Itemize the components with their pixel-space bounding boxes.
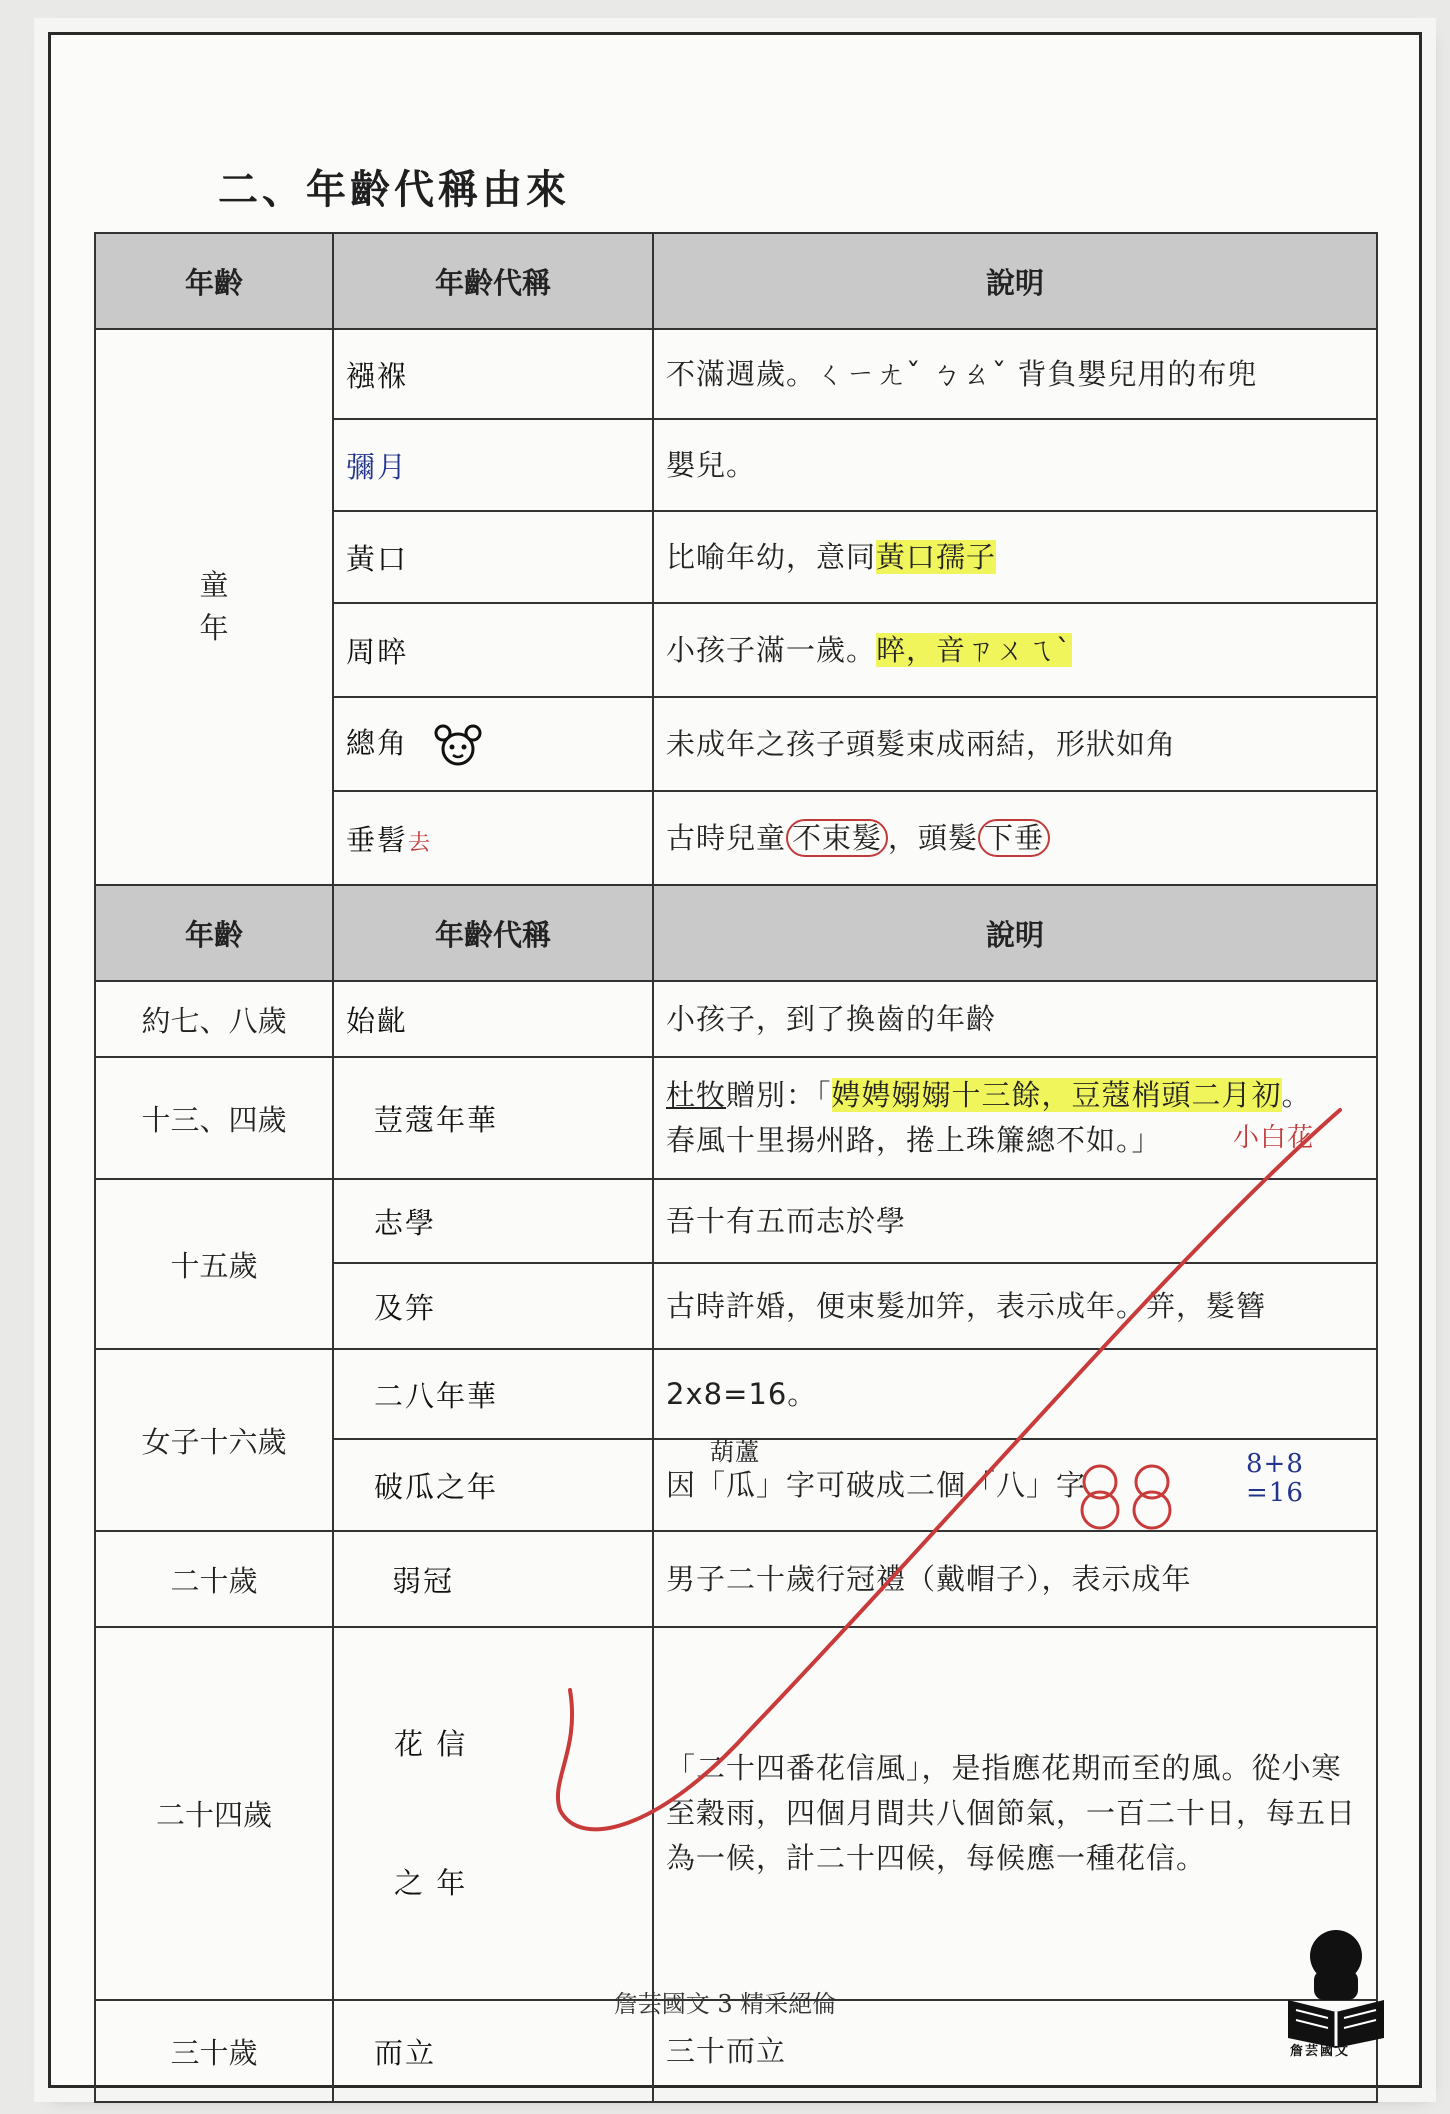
age-cell: 二十四歲 xyxy=(95,1627,333,2000)
table-row xyxy=(95,1531,1377,1627)
term-desc xyxy=(653,791,1377,885)
table-row xyxy=(95,981,1377,1057)
desc-text: 春風十里揚州路，捲上珠簾總不如。」 xyxy=(666,1123,1162,1157)
term-name: 而立 xyxy=(333,2000,653,2102)
term-name: 弱冠 xyxy=(333,1531,653,1627)
handwritten-annotation: 小白花 xyxy=(1232,1123,1314,1153)
age-cell: 十三、四歲 xyxy=(95,1057,333,1179)
table-row xyxy=(95,1057,1377,1179)
circled-text: 下垂 xyxy=(978,819,1050,857)
table-header-row xyxy=(95,885,1377,981)
term-desc: 吾十有五而志於學 xyxy=(653,1179,1377,1263)
childhood-age-cell xyxy=(95,329,333,885)
term-name: 彌月 xyxy=(333,419,653,511)
term-name: 荳蔻年華 xyxy=(333,1057,653,1179)
childhood-label: 童年 xyxy=(199,567,229,645)
term-desc: 男子二十歲行冠禮（戴帽子），表示成年 xyxy=(653,1531,1377,1627)
table-row xyxy=(95,1627,1377,2000)
header-desc: 說明 xyxy=(653,885,1377,981)
desc-text: 贈別：「 xyxy=(726,1078,832,1113)
age-cell: 女子十六歲 xyxy=(95,1349,333,1531)
term-desc xyxy=(653,1439,1377,1531)
desc-text: 小孩子滿一歲。 xyxy=(666,632,877,667)
term-name: 及笄 xyxy=(333,1263,653,1349)
bear-face-icon xyxy=(433,723,483,767)
header-age: 年齡 xyxy=(95,233,333,329)
term-name: 二八年華 xyxy=(333,1349,653,1439)
term-name: 始齔 xyxy=(333,981,653,1057)
page-footer: 詹芸國文 3 精采絕倫 xyxy=(613,1990,837,2018)
header-age: 年齡 xyxy=(95,885,333,981)
handwritten-annotation: 去 xyxy=(408,830,433,856)
term-desc: 嬰兒。 xyxy=(653,419,1377,511)
desc-text: 比喻年幼，意同 xyxy=(666,539,877,574)
highlighted-text: 娉娉嫋嫋十三餘，豆蔻梢頭二月初 xyxy=(831,1078,1282,1113)
table-row xyxy=(95,1349,1377,1439)
term-desc: 不滿週歲。ㄑㄧㄤˇ ㄅㄠˇ 背負嬰兒用的布兜 xyxy=(653,329,1377,419)
term-desc: 未成年之孩子頭髮束成兩結，形狀如角 xyxy=(653,697,1377,791)
term-desc xyxy=(653,511,1377,603)
desc-text: 。 xyxy=(1281,1078,1312,1113)
age-cell: 約七、八歲 xyxy=(95,981,333,1057)
logo-text: 詹芸國文 xyxy=(1290,2044,1351,2059)
highlighted-text: 黃口孺子 xyxy=(876,539,997,574)
author-name: 杜牧 xyxy=(666,1078,727,1113)
handwritten-annotation: 葫蘆 xyxy=(710,1438,760,1466)
term-name xyxy=(333,697,653,791)
term-name: 襁褓 xyxy=(333,329,653,419)
table-header-row xyxy=(95,233,1377,329)
term-name: 黃口 xyxy=(333,511,653,603)
age-cell: 十五歲 xyxy=(95,1179,333,1349)
term-name-line: 花 信 xyxy=(394,1726,468,1761)
term-name xyxy=(333,1627,653,2000)
table-row xyxy=(95,329,1377,419)
header-desc: 說明 xyxy=(653,233,1377,329)
term-desc: 「二十四番花信風」，是指應花期而至的風。從小寒至穀雨，四個月間共八個節氣，一百二十日，每五日為一候，計二十四候，每候應一種花信。 xyxy=(653,1627,1377,2000)
term-desc xyxy=(653,603,1377,697)
desc-text: 古時兒童 xyxy=(666,820,787,855)
age-cell: 二十歲 xyxy=(95,1531,333,1627)
desc-text: 因「瓜」字可破成二個「八」字 xyxy=(666,1467,1087,1502)
circled-text: 不束髮 xyxy=(786,819,888,857)
age-cell: 三十歲 xyxy=(95,2000,333,2102)
term-name: 周晬 xyxy=(333,603,653,697)
term-name-text: 垂髫 xyxy=(346,822,409,857)
term-name: 志學 xyxy=(333,1179,653,1263)
desc-text: ，頭髮 xyxy=(888,820,979,855)
highlighted-text: 晬，音ㄗㄨㄟˋ xyxy=(876,632,1072,667)
handwritten-math: 8+8 =16 xyxy=(1246,1449,1304,1508)
term-desc: 三十而立 xyxy=(653,2000,1377,2102)
term-desc: 小孩子，到了換齒的年齡 xyxy=(653,981,1377,1057)
header-name: 年齡代稱 xyxy=(333,885,653,981)
term-desc: 古時許婚，便束髮加笄，表示成年。笄，髮簪 xyxy=(653,1263,1377,1349)
term-name: 破瓜之年 xyxy=(333,1439,653,1531)
table-row xyxy=(95,1179,1377,1263)
term-desc: 2x8=16。 xyxy=(653,1349,1377,1439)
header-name: 年齡代稱 xyxy=(333,233,653,329)
term-desc xyxy=(653,1057,1377,1179)
term-name-text: 總角 xyxy=(346,726,409,760)
age-terms-table xyxy=(94,232,1378,2103)
reading-girl-logo-icon xyxy=(1282,1926,1390,2048)
section-title: 二、年齡代稱由來 xyxy=(218,166,570,213)
term-name xyxy=(333,791,653,885)
term-name-line: 之 年 xyxy=(394,1865,468,1900)
